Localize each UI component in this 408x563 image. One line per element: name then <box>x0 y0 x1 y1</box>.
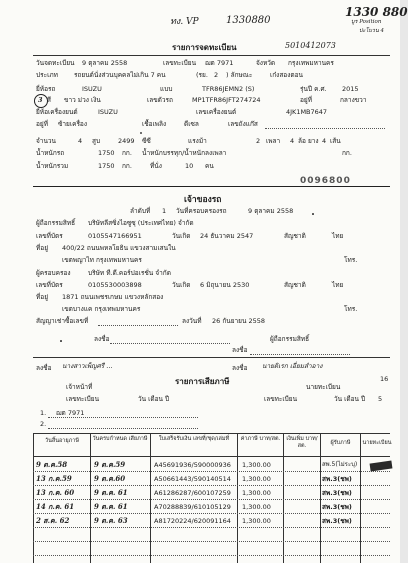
plate-value: ฌต 7971 <box>205 59 234 67</box>
row-separator <box>33 555 390 556</box>
row3-receipt: A61286287/600107259 <box>154 489 231 497</box>
tax-section-title: รายการเสียภาษี <box>175 377 230 386</box>
officer-right-sign-label: ลงชื่อ <box>232 364 248 372</box>
row1-tax: 1,300.00 <box>242 461 271 469</box>
born2-label: วันเกิด <box>172 281 191 289</box>
officer-left-sign-label: ลงชื่อ <box>36 364 52 372</box>
count-label: จำนวน <box>36 137 56 145</box>
id-value: 0105547166951 <box>88 232 142 240</box>
weight-label: น้ำหนักรถ <box>36 149 65 157</box>
tax-row2-number: 2. <box>40 420 47 428</box>
order-value: 1 <box>162 207 167 215</box>
tel2-label: โทร. <box>344 305 358 313</box>
contract-date-label: ลงวันที่ <box>182 317 202 325</box>
location2-label: อยู่ที่ <box>36 120 48 128</box>
tax-right-number: 16 <box>380 375 389 383</box>
engine-brand-value: ISUZU <box>98 108 118 116</box>
row2-receipt: A50661443/590140514 <box>154 475 231 483</box>
rn-label: (รย. <box>196 71 208 79</box>
row-separator <box>33 471 390 472</box>
handwritten-corner-note2: ปะโบวน 4 <box>359 28 384 34</box>
row1-due: 9 ต.ค.59 <box>94 460 126 469</box>
row1-receiver: สพ.5(ไม่ระบุ) <box>322 461 358 468</box>
hp-label: แรงม้า <box>188 137 207 145</box>
tax-table-header-border <box>33 456 390 457</box>
color-value: ขาว ม่วง เงิน <box>64 96 101 104</box>
tax-table-col-border <box>283 433 284 563</box>
seat-label: ที่นั่ง <box>150 162 162 170</box>
addr3-label: ที่อยู่ <box>36 293 48 301</box>
axle-label: เพลา <box>266 137 281 145</box>
id-label: เลขที่บัตร <box>36 232 63 240</box>
weight-value: 1750 <box>98 149 115 157</box>
row-separator <box>33 499 390 500</box>
rights-label: ผู้ถือกรรมสิทธิ์ <box>36 219 76 227</box>
row3-expire: 13 ก.ค. 60 <box>36 488 75 497</box>
tax-left-date-label: วัน เดือน ปี <box>138 395 170 403</box>
row-separator <box>33 485 390 486</box>
tank-dotted-line <box>265 128 385 129</box>
total-value: 1750 <box>98 162 115 170</box>
row3-receiver: สพ.3(ชพ) <box>322 489 352 497</box>
row4-receipt: A70288839/610105129 <box>154 503 231 511</box>
tax-table-top-border <box>33 433 390 434</box>
fuel-label: เชื้อเพลิง <box>142 120 167 128</box>
scan-speck <box>312 213 314 215</box>
seat-unit: คน <box>205 162 214 170</box>
tax-col-header-receipt: ใบเสร็จรับเงิน เลขที่/ชุด/เล่มที่ <box>158 436 230 442</box>
contract-date-value: 26 กันยายน 2558 <box>212 317 266 325</box>
section-divider <box>33 186 390 187</box>
rights-value: บริษัทลีสซิ่งไอซูซุ (ประเทศไทย) จำกัด <box>88 219 194 227</box>
tax-table-col-border <box>360 433 361 563</box>
province-value: กรุงเทพมหานคร <box>288 59 334 67</box>
row3-tax: 1,300.00 <box>242 489 271 497</box>
tel-label: โทร. <box>344 256 358 264</box>
handwritten-number-corner: 1330 880 <box>345 5 408 19</box>
count-value: 4 <box>78 137 83 145</box>
seat-value: 10 <box>185 162 194 170</box>
owner-section-title: เจ้าของรถ <box>184 195 222 205</box>
tax-table-col-border <box>237 433 238 563</box>
tire-value: 4 <box>322 137 327 145</box>
location2-value: ซ้ายเครื่อง <box>58 120 88 128</box>
model-value: TFR86JEMN2 (S) <box>202 85 255 93</box>
officer-right-name: นายดิเรก เอี่ยมสำอาง <box>262 362 323 370</box>
addr-value-2: เขตพญาไท กรุงเทพมหานคร <box>62 256 142 264</box>
addr3-value: 1871 ถนนเพชรเกษม แขวงหลักสอง <box>62 293 164 301</box>
addr-value: 400/22 ถนนพหลโยธิน แขวงสามเสนใน <box>62 244 176 252</box>
total-unit: กก. <box>122 162 132 170</box>
born-value: 24 ธันวาคม 2547 <box>200 232 254 240</box>
fuel-value: ดีเซล <box>184 120 199 128</box>
tire-label: เส้น <box>330 137 341 145</box>
born-label: วันเกิด <box>172 232 191 240</box>
handwritten-corner-note1: บูร Position <box>351 19 382 25</box>
tax-right-date-label: วัน เดือน ปี <box>334 395 366 403</box>
hold-date-label: วันที่ครอบครองรถ <box>176 207 227 215</box>
row-separator <box>33 513 390 514</box>
row-separator <box>33 541 390 542</box>
handwritten-note-left: ทง. VP <box>170 17 199 27</box>
tax-row1-plate: ฌต 7971 <box>56 409 85 417</box>
location1-label: อยู่ที่ <box>300 96 312 104</box>
row2-tax: 1,300.00 <box>242 475 271 483</box>
row1-expire: 9 ต.ค.58 <box>36 460 68 469</box>
row4-expire: 14 ก.ค. 61 <box>36 502 75 511</box>
tank-label: เลขถังแก๊ส <box>228 120 258 128</box>
row4-due: 9 ต.ค. 61 <box>94 502 128 511</box>
row5-receipt: A81720224/620091164 <box>154 517 231 525</box>
registration-section-title: รายการจดทะเบียน <box>172 43 237 52</box>
tax-row1-number: 1. <box>40 409 47 417</box>
axle-value: 2 <box>256 137 261 145</box>
reg-date-label: วันจดทะเบียน <box>36 59 75 67</box>
id2-value: 0105530003898 <box>88 281 142 289</box>
officer-left-role: เจ้าหน้าที่ <box>66 383 93 391</box>
sign1-role: ผู้ถือกรรมสิทธิ์ <box>270 335 310 343</box>
sign2-label: ลงชื่อ <box>232 346 248 354</box>
scan-speck <box>60 340 62 342</box>
tax-row1-dotted-line <box>48 417 198 418</box>
engine-no-value: 4JK1MB7647 <box>286 108 328 116</box>
row4-receiver: สพ.3(ชพ) <box>322 503 352 511</box>
brand-label: ยี่ห้อรถ <box>36 85 56 93</box>
weight-unit: กก. <box>122 149 132 157</box>
tax-left-plate-label: เลขทะเบียน <box>66 395 100 403</box>
cylinder-label: สูบ <box>92 137 101 145</box>
contract-dotted-line <box>98 325 178 326</box>
id2-label: เลขที่บัตร <box>36 281 63 289</box>
sign1-dotted-line <box>110 343 230 344</box>
sign2-dotted-line <box>250 354 350 355</box>
hold-date-value: 9 ตุลาคม 2558 <box>248 207 294 215</box>
type-label: ประเภท <box>36 71 58 79</box>
engine-brand-label: ยี่ห้อเครื่องยนต์ <box>36 108 78 116</box>
year-label: รุ่นปี ค.ศ. <box>300 85 327 93</box>
row5-due: 9 ต.ค. 63 <box>94 516 128 525</box>
row-separator <box>33 527 390 528</box>
row1-receipt: A45691936/590000936 <box>154 461 231 469</box>
plate-label: เลขทะเบียน <box>163 59 197 67</box>
type-value: รถยนต์นั่งส่วนบุคคลไม่เกิน 7 คน <box>74 71 166 79</box>
nation2-value: ไทย <box>332 281 344 289</box>
born2-value: 6 มิถุนายน 2530 <box>200 281 250 289</box>
tax-col-header-receiver: ผู้รับภาษี <box>330 440 351 446</box>
style-value: เก๋งสองตอน <box>270 71 303 79</box>
sign1-label: ลงชื่อ <box>94 335 110 343</box>
cc-value: 2499 <box>118 137 135 145</box>
brand-value: ISUZU <box>82 85 102 93</box>
tax-col-header-due: วันครบกำหนด เสียภาษี <box>92 436 148 442</box>
tax-right-number-2: 5 <box>378 395 383 403</box>
tax-row2-dotted-line <box>48 428 198 429</box>
order-label: ลำดับที่ <box>130 207 151 215</box>
location1-value: กลางขวา <box>340 96 367 104</box>
holder-value: บริษัท ที.ดี.คอร์ปอเรชั่น จำกัด <box>88 269 171 277</box>
holder-label: ผู้ครอบครอง <box>36 269 71 277</box>
year-value: 2015 <box>342 85 359 93</box>
tax-table-col-border <box>90 433 91 563</box>
load-unit: กก. <box>342 149 352 157</box>
reg-date-value: 9 ตุลาคม 2558 <box>82 59 128 67</box>
officer-left-name: นางสาวเพ็ญศรี ... <box>62 362 113 370</box>
tax-table-col-border <box>33 433 34 563</box>
tax-col-header-extra: เงินเพิ่ม บาท/สต. <box>286 436 318 449</box>
engine-no-label: เลขเครื่องยนต์ <box>196 108 237 116</box>
scan-speck <box>140 132 142 134</box>
addr4-value: เขตบางแค กรุงเทพมหานคร <box>62 305 141 313</box>
contract-label: สัญญาเช่าซื้อเลขที่ <box>36 317 89 325</box>
province-label: จังหวัด <box>256 59 276 67</box>
nation-value: ไทย <box>332 232 344 240</box>
row5-receiver: สพ.3(ชพ) <box>322 517 352 525</box>
row2-due: 9 ต.ค.60 <box>94 474 126 483</box>
wheel-value: 4 <box>290 137 295 145</box>
tax-table-col-border <box>320 433 321 563</box>
model-label: แบบ <box>160 85 173 93</box>
tax-col-header-expire: วันสิ้นอายุภาษี <box>45 438 79 444</box>
document-code: 5010412073 <box>285 41 336 50</box>
tax-col-header-tax: ค่าภาษี บาท/สต. <box>240 436 281 442</box>
row2-receiver: สพ.3(ชพ) <box>322 475 352 483</box>
tax-col-header-registrar: นายทะเบียน <box>362 440 392 446</box>
officer-right-role: นายทะเบียน <box>306 383 341 391</box>
ink-blot <box>370 461 393 472</box>
section-divider-2 <box>33 357 390 358</box>
chassis-value: MP1TFR86JFT274724 <box>192 96 261 104</box>
color-number: 3 <box>38 96 43 104</box>
nation2-label: สัญชาติ <box>284 281 306 289</box>
row4-tax: 1,300.00 <box>242 503 271 511</box>
row2-expire: 13 ก.ค.59 <box>36 474 72 483</box>
total-label: น้ำหนักรวม <box>36 162 69 170</box>
cc-label: ซีซี <box>142 137 151 145</box>
row5-expire: 2 ส.ค. 62 <box>36 516 70 525</box>
tax-table-col-border <box>150 433 151 563</box>
divider-line <box>33 55 390 56</box>
color-label: สี <box>47 96 51 104</box>
tax-right-plate-label: เลขทะเบียน <box>264 395 298 403</box>
stamp-number: 0096800 <box>300 176 351 186</box>
nation-label: สัญชาติ <box>284 232 306 240</box>
style-label: ) ลักษณะ <box>226 71 253 79</box>
row5-tax: 1,300.00 <box>242 517 271 525</box>
wheel-label: ล้อ ยาง <box>298 137 319 145</box>
chassis-label: เลขตัวรถ <box>147 96 173 104</box>
load-label: น้ำหนักบรรทุก/น้ำหนักลงเพลา <box>142 149 227 157</box>
row3-due: 9 ต.ค. 61 <box>94 488 128 497</box>
rn-value: 2 <box>214 71 219 79</box>
addr-label: ที่อยู่ <box>36 244 48 252</box>
handwritten-number: 1330880 <box>226 15 271 26</box>
